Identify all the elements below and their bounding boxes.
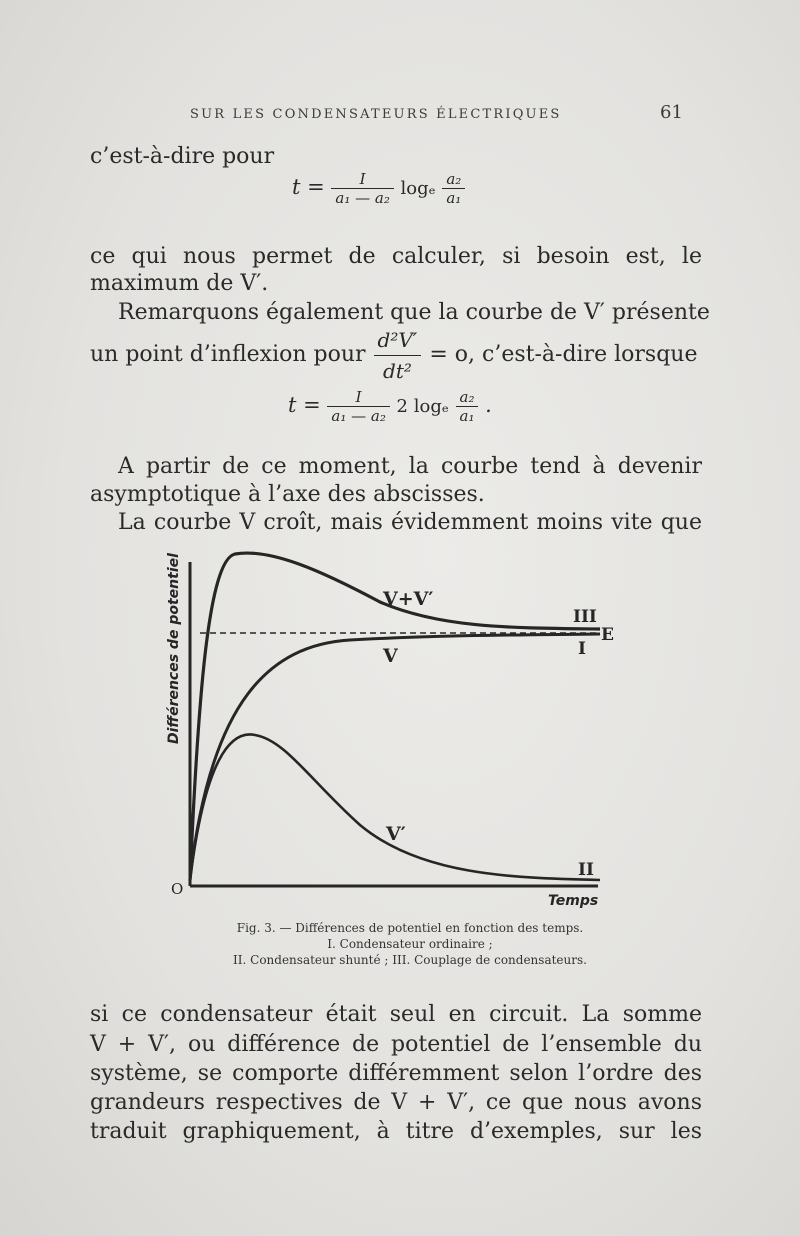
text-line: système, se comporte différemment selon l’ordre des: [90, 1061, 702, 1086]
eq1-ratio-den: a₁: [442, 188, 465, 207]
eq1-frac-den: a₁ — a₂: [331, 188, 393, 207]
eq2-ratio-num: a₂: [459, 388, 475, 406]
eq2-lhs: t =: [288, 393, 321, 417]
label-e: E: [601, 625, 614, 645]
text-fragment: un point d’inflexion pour: [90, 342, 366, 367]
eq1-fraction: [331, 170, 393, 207]
text-line: traduit graphiquement, à titre d’exemples, sur les: [90, 1119, 702, 1144]
text-line: c’est-à-dire pour: [90, 144, 275, 169]
eq2-frac-den: a₁ — a₂: [327, 406, 389, 425]
deriv-num: d²V′: [377, 327, 418, 352]
text-line: asymptotique à l’axe des abscisses.: [90, 482, 485, 507]
eq2-fraction: [327, 388, 389, 425]
equation-2: [288, 388, 492, 425]
curve-vprime: [190, 734, 600, 880]
text-line: maximum de V′.: [90, 271, 269, 296]
eq2-frac-num: I: [355, 388, 362, 406]
label-v: V: [383, 645, 398, 667]
text-line: grandeurs respectives de V + V′, ce que nous avons: [90, 1090, 702, 1115]
eq1-ratio-num: a₂: [446, 170, 462, 188]
figure-caption: Fig. 3. — Différences de potentiel en fonction des temps.: [236, 921, 584, 935]
text-line: V + V′, ou différence de potentiel de l’ensemble du: [90, 1032, 702, 1057]
text-line: Remarquons également que la courbe de V′ présente: [118, 300, 710, 325]
text-fragment: = o, c’est-à-dire lorsque: [429, 342, 698, 367]
eq2-mid: 2 logₑ: [396, 396, 449, 417]
label-curve-II: II: [578, 860, 594, 880]
eq1-log: logₑ: [400, 178, 436, 199]
eq2-ratio-den: a₁: [456, 406, 479, 425]
eq2-ratio: [456, 388, 479, 425]
equation-1: [292, 170, 465, 207]
running-title: SUR LES CONDENSATEURS ÉLECTRIQUES: [190, 107, 562, 122]
origin-label: O: [171, 880, 184, 898]
text-line: La courbe V croît, mais évidemment moins vite que: [118, 510, 702, 535]
eq1-ratio: [442, 170, 465, 207]
eq1-frac-num: I: [359, 170, 366, 188]
label-vprime: V′: [386, 823, 406, 845]
text-line: A partir de ce moment, la courbe tend à devenir: [118, 454, 702, 479]
y-axis-label: Différences de potentiel: [166, 553, 182, 744]
deriv-den: dt²: [374, 355, 422, 386]
figure-3-chart: [150, 540, 630, 915]
label-v-plus-vprime: V+V′: [383, 588, 434, 610]
eq2-end: .: [485, 393, 492, 417]
label-curve-I: I: [578, 639, 586, 659]
derivative-fraction: [374, 325, 422, 386]
label-curve-III: III: [573, 607, 597, 627]
text-line: ce qui nous permet de calculer, si besoin est, le: [90, 244, 702, 269]
text-line: si ce condensateur était seul en circuit. La somme: [90, 1002, 702, 1027]
x-axis-label: Temps: [548, 893, 599, 909]
figure-caption-line: I. Condensateur ordinaire ;: [327, 937, 493, 951]
figure-caption-line: II. Condensateur shunté ; III. Couplage de condensateurs.: [233, 953, 587, 967]
eq1-lhs: t =: [292, 175, 325, 199]
inflection-line: [90, 327, 702, 383]
page-number: 61: [660, 102, 683, 123]
